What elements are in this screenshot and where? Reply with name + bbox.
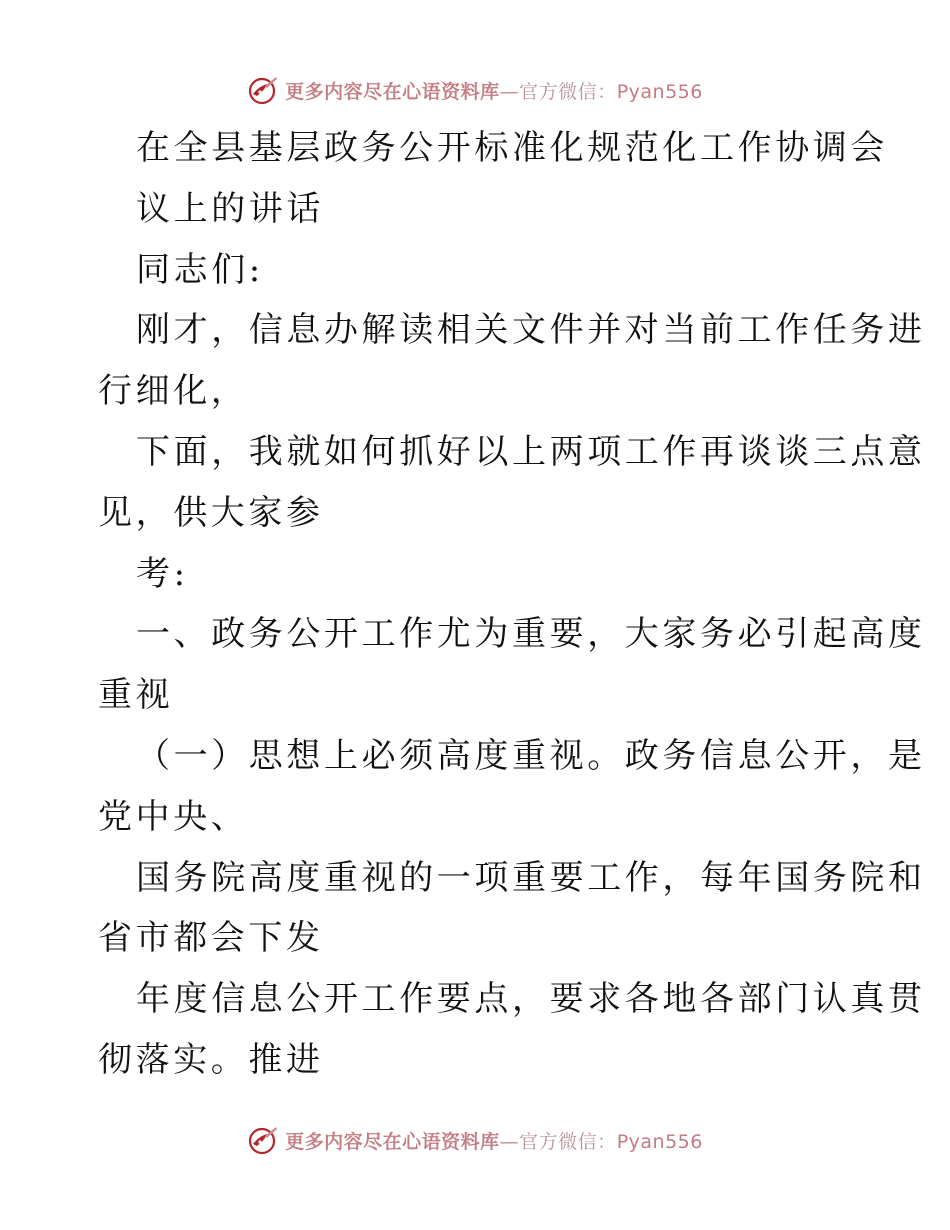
text-line: 一、政务公开工作尤为重要，大家务必引起高度 (136, 614, 926, 655)
header-wechat-label: 官方微信： (519, 80, 617, 103)
text-line: （一）思想上必须高度重视。政务信息公开，是 (136, 735, 926, 776)
header-banner-text (285, 77, 703, 104)
text-line: 彻落实。推进 (98, 1039, 324, 1080)
text-line: 刚才，信息办解读相关文件并对当前工作任务进 (136, 310, 926, 351)
text-line: 年度信息公开工作要点，要求各地各部门认真贯 (136, 979, 926, 1020)
footer-banner-text (285, 1127, 703, 1154)
text-line: 议上的讲话 (136, 188, 324, 229)
header-banner (0, 70, 950, 110)
text-line: 下面，我就如何抓好以上两项工作再谈谈三点意 (136, 431, 926, 472)
text-line: 行细化， (98, 371, 249, 412)
pen-logo-icon (247, 1124, 279, 1156)
footer-wechat-label: 官方微信： (519, 1130, 617, 1153)
header-brand: 更多内容尽在心语资料库 (285, 80, 500, 103)
text-line: 省市都会下发 (98, 918, 324, 959)
header-wechat-id: Pyan556 (616, 80, 703, 103)
header-dash: — (499, 80, 520, 103)
text-line: 国务院高度重视的一项重要工作，每年国务院和 (136, 857, 926, 898)
pen-logo-icon (247, 74, 279, 106)
text-line: 同志们: (136, 249, 264, 290)
text-line: 考: (136, 553, 189, 594)
document-body (98, 118, 926, 1091)
text-line: 见，供大家参 (98, 492, 324, 533)
text-line: 党中央、 (98, 796, 249, 837)
text-line: 在全县基层政务公开标准化规范化工作协调会 (136, 128, 888, 168)
footer-brand: 更多内容尽在心语资料库 (285, 1130, 500, 1153)
text-line: 重视 (98, 675, 174, 716)
footer-wechat-id: Pyan556 (616, 1130, 703, 1153)
footer-dash: — (499, 1130, 520, 1153)
footer-banner (0, 1120, 950, 1160)
